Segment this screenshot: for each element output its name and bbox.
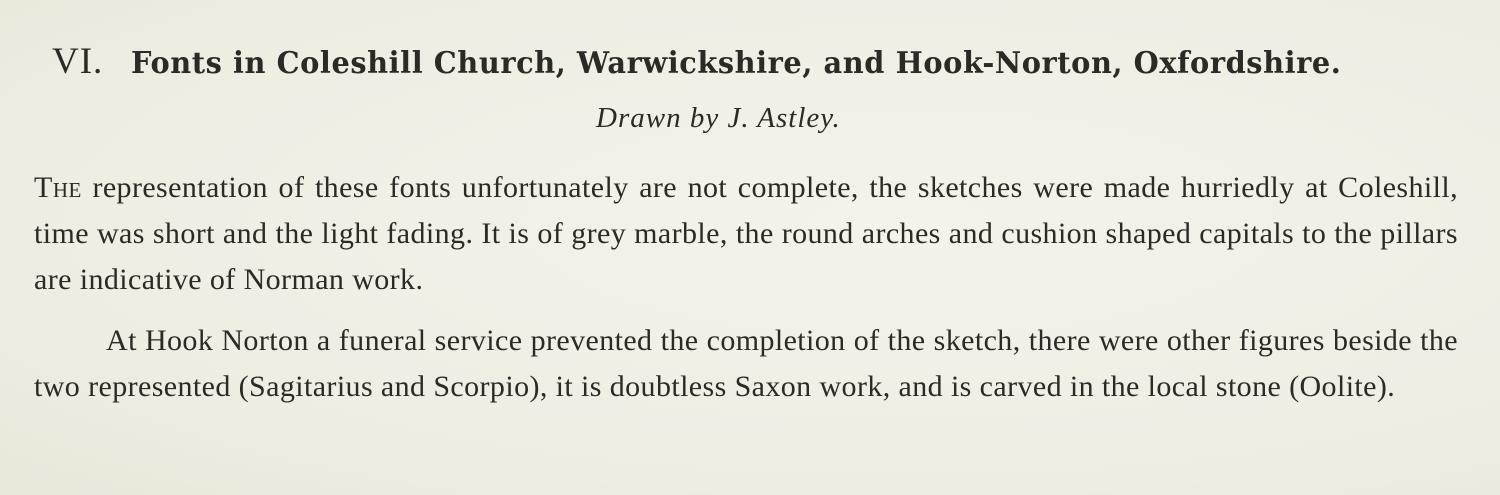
plate-numeral: VI. [52, 41, 104, 82]
plate-heading [52, 38, 1472, 88]
paragraph-hook-norton: At Hook Norton a funeral service prevented the completion of the sketch, there were other figures beside the two represented (Sagitarius and Scorpio), it is doubtless Saxon work, and is carved in the local stone (Oolite). [34, 324, 1458, 403]
plate-title: Fonts in Coleshill Church, Warwickshire, and Hook-Norton, Oxfordshire. [131, 46, 1342, 81]
byline-text: Drawn by J. Astley. [596, 102, 841, 134]
paragraph-coleshill-text: representation of these fonts unfortunately are not complete, the sketches were made hurriedly at Coleshill, time was short and the light fading. It is of grey marble, the round arches and cushion shaped capitals to the pillars are indicative of Norman work. [34, 171, 1459, 296]
byline [0, 102, 1500, 135]
paragraph-coleshill [34, 165, 1458, 303]
paragraph-lead-word: The [34, 171, 82, 204]
